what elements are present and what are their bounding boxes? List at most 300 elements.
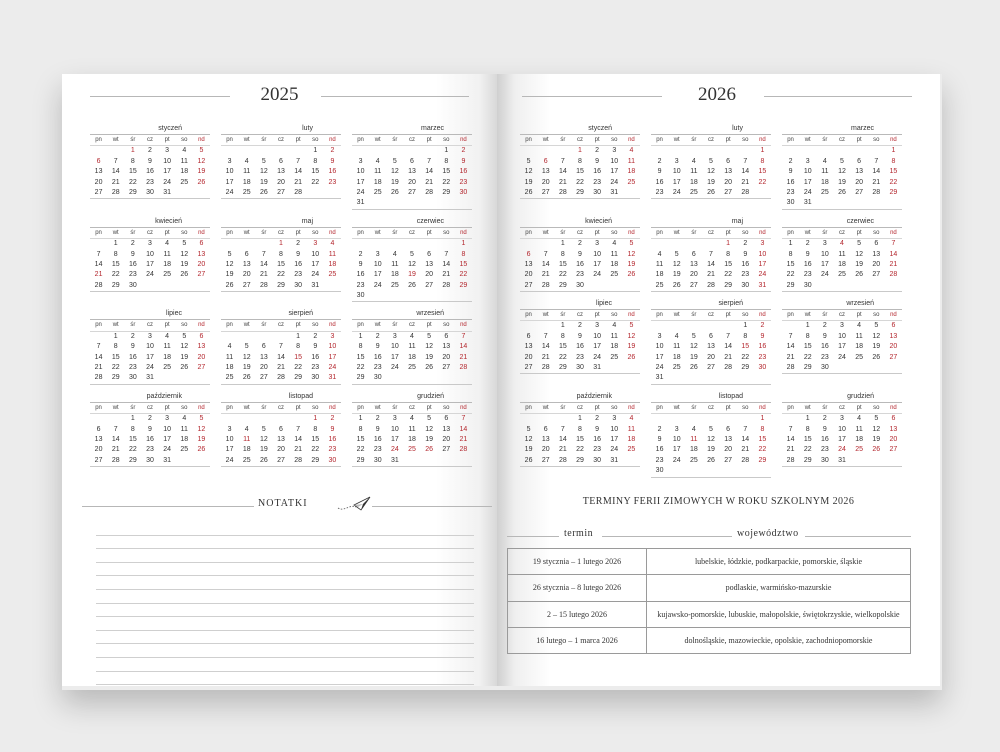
day-cell[interactable]: 19 — [838, 178, 846, 186]
day-cell[interactable]: 27 — [689, 281, 698, 289]
day-cell[interactable]: 28 — [111, 188, 120, 196]
day-cell[interactable]: 19 — [872, 435, 881, 443]
day-cell[interactable]: 24 — [758, 271, 767, 279]
day-cell[interactable]: 6 — [199, 240, 204, 248]
day-cell[interactable]: 27 — [724, 456, 733, 464]
day-cell[interactable]: 6 — [726, 425, 731, 433]
day-cell[interactable]: 30 — [576, 281, 584, 289]
day-cell[interactable]: 8 — [461, 250, 466, 258]
day-cell[interactable]: 12 — [259, 435, 268, 443]
day-cell[interactable]: 22 — [111, 271, 120, 279]
day-cell[interactable]: 5 — [410, 250, 414, 258]
day-cell[interactable]: 9 — [657, 168, 662, 176]
day-cell[interactable]: 8 — [726, 250, 731, 258]
day-cell[interactable]: 12 — [627, 250, 636, 258]
day-cell[interactable]: 17 — [328, 353, 337, 361]
day-cell[interactable]: 13 — [724, 168, 733, 176]
day-cell[interactable]: 16 — [786, 178, 795, 186]
day-cell[interactable]: 3 — [674, 425, 679, 433]
day-cell[interactable]: 13 — [689, 260, 698, 268]
day-cell[interactable]: 17 — [820, 260, 829, 268]
day-cell[interactable]: 9 — [788, 168, 793, 176]
day-cell[interactable]: 6 — [543, 157, 548, 165]
day-cell[interactable]: 2 — [578, 322, 582, 330]
day-cell[interactable]: 17 — [225, 178, 234, 186]
day-cell[interactable]: 16 — [741, 260, 750, 268]
day-cell[interactable]: 21 — [889, 260, 898, 268]
day-cell[interactable]: 8 — [130, 425, 135, 433]
day-cell[interactable]: 21 — [459, 353, 468, 361]
day-cell[interactable]: 14 — [707, 260, 715, 268]
day-cell[interactable]: 2 — [130, 332, 135, 340]
day-cell[interactable]: 1 — [313, 415, 318, 423]
day-cell[interactable]: 13 — [889, 332, 898, 340]
day-cell[interactable]: 1 — [743, 322, 748, 330]
day-cell[interactable]: 11 — [243, 435, 251, 443]
day-cell[interactable]: 31 — [593, 364, 602, 372]
day-cell[interactable]: 15 — [803, 343, 812, 351]
day-cell[interactable]: 6 — [261, 343, 266, 351]
day-cell[interactable]: 20 — [524, 271, 533, 279]
day-cell[interactable]: 21 — [425, 178, 434, 186]
day-cell[interactable]: 13 — [94, 168, 103, 176]
day-cell[interactable]: 1 — [461, 240, 466, 248]
day-cell[interactable]: 22 — [128, 446, 137, 454]
day-cell[interactable]: 31 — [655, 374, 664, 382]
day-cell[interactable]: 27 — [442, 364, 451, 372]
day-cell[interactable]: 6 — [874, 240, 879, 248]
day-cell[interactable]: 3 — [840, 322, 844, 330]
day-cell[interactable]: 29 — [356, 456, 365, 464]
day-cell[interactable]: 11 — [225, 353, 234, 361]
day-cell[interactable]: 28 — [294, 456, 303, 464]
day-cell[interactable]: 30 — [820, 364, 829, 372]
day-cell[interactable]: 26 — [689, 364, 698, 372]
day-cell[interactable]: 7 — [113, 425, 118, 433]
day-cell[interactable]: 20 — [541, 446, 550, 454]
day-cell[interactable]: 25 — [163, 364, 172, 372]
day-cell[interactable]: 19 — [259, 446, 268, 454]
day-cell[interactable]: 30 — [786, 199, 795, 207]
day-cell[interactable]: 6 — [709, 332, 713, 340]
day-cell[interactable]: 28 — [111, 456, 120, 464]
day-cell[interactable]: 22 — [758, 178, 767, 186]
day-cell[interactable]: 18 — [627, 435, 636, 443]
day-cell[interactable]: 31 — [610, 188, 619, 196]
day-cell[interactable]: 7 — [461, 332, 466, 340]
day-cell[interactable]: 1 — [130, 147, 135, 155]
day-cell[interactable]: 28 — [442, 281, 451, 289]
day-cell[interactable]: 28 — [541, 281, 550, 289]
day-cell[interactable]: 20 — [197, 353, 206, 361]
day-cell[interactable]: 6 — [279, 157, 283, 165]
day-cell[interactable]: 10 — [146, 250, 154, 258]
day-cell[interactable]: 25 — [408, 364, 416, 372]
day-cell[interactable]: 16 — [128, 260, 137, 268]
day-cell[interactable]: 24 — [356, 188, 365, 196]
day-cell[interactable]: 6 — [427, 250, 432, 258]
day-cell[interactable]: 23 — [593, 178, 602, 186]
day-cell[interactable]: 15 — [803, 435, 812, 443]
day-cell[interactable]: 24 — [163, 446, 172, 454]
day-cell[interactable]: 7 — [560, 157, 565, 165]
day-cell[interactable]: 5 — [227, 250, 232, 258]
day-cell[interactable]: 8 — [788, 250, 793, 258]
day-cell[interactable]: 26 — [524, 456, 533, 464]
day-cell[interactable]: 9 — [578, 250, 582, 258]
day-cell[interactable]: 15 — [758, 168, 767, 176]
day-cell[interactable]: 15 — [558, 343, 567, 351]
day-cell[interactable]: 12 — [707, 168, 715, 176]
day-cell[interactable]: 5 — [874, 322, 879, 330]
day-cell[interactable]: 26 — [225, 281, 234, 289]
day-cell[interactable]: 24 — [146, 271, 154, 279]
day-cell[interactable]: 21 — [294, 178, 303, 186]
day-cell[interactable]: 11 — [690, 168, 698, 176]
day-cell[interactable]: 7 — [96, 250, 101, 258]
day-cell[interactable]: 23 — [328, 178, 337, 186]
day-cell[interactable]: 27 — [724, 188, 733, 196]
day-cell[interactable]: 19 — [524, 446, 533, 454]
day-cell[interactable]: 4 — [612, 322, 617, 330]
day-cell[interactable]: 9 — [595, 425, 600, 433]
day-cell[interactable]: 23 — [655, 188, 664, 196]
day-cell[interactable]: 9 — [296, 250, 301, 258]
day-cell[interactable]: 10 — [838, 332, 846, 340]
day-cell[interactable]: 31 — [146, 374, 154, 382]
day-cell[interactable]: 18 — [373, 178, 382, 186]
day-cell[interactable]: 1 — [726, 240, 731, 248]
day-cell[interactable]: 19 — [672, 271, 681, 279]
day-cell[interactable]: 25 — [838, 271, 846, 279]
day-cell[interactable]: 16 — [803, 260, 812, 268]
day-cell[interactable]: 3 — [165, 415, 170, 423]
day-cell[interactable]: 30 — [356, 292, 365, 300]
day-cell[interactable]: 12 — [872, 332, 881, 340]
day-cell[interactable]: 12 — [672, 260, 681, 268]
day-cell[interactable]: 13 — [442, 425, 451, 433]
day-cell[interactable]: 24 — [225, 188, 234, 196]
day-cell[interactable]: 22 — [786, 271, 795, 279]
day-cell[interactable]: 30 — [820, 456, 829, 464]
day-cell[interactable]: 16 — [576, 343, 584, 351]
day-cell[interactable]: 8 — [560, 250, 565, 258]
day-cell[interactable]: 25 — [242, 456, 251, 464]
day-cell[interactable]: 13 — [541, 168, 550, 176]
day-cell[interactable]: 4 — [612, 240, 617, 248]
day-cell[interactable]: 22 — [277, 271, 285, 279]
day-cell[interactable]: 29 — [442, 188, 451, 196]
day-cell[interactable]: 27 — [872, 271, 881, 279]
day-cell[interactable]: 29 — [128, 188, 137, 196]
day-cell[interactable]: 22 — [889, 178, 898, 186]
day-cell[interactable]: 7 — [874, 157, 879, 165]
day-cell[interactable]: 13 — [524, 343, 533, 351]
day-cell[interactable]: 29 — [311, 456, 320, 464]
day-cell[interactable]: 19 — [197, 168, 206, 176]
day-cell[interactable]: 14 — [889, 250, 898, 258]
day-cell[interactable]: 13 — [242, 260, 251, 268]
day-cell[interactable]: 28 — [741, 188, 750, 196]
day-cell[interactable]: 3 — [375, 250, 380, 258]
day-cell[interactable]: 5 — [526, 157, 531, 165]
day-cell[interactable]: 21 — [111, 446, 120, 454]
day-cell[interactable]: 21 — [558, 446, 567, 454]
day-cell[interactable]: 17 — [655, 353, 664, 361]
day-cell[interactable]: 8 — [358, 343, 363, 351]
day-cell[interactable]: 31 — [356, 199, 365, 207]
day-cell[interactable]: 9 — [148, 157, 152, 165]
day-cell[interactable]: 9 — [313, 343, 318, 351]
day-cell[interactable]: 20 — [541, 178, 550, 186]
day-cell[interactable]: 1 — [113, 332, 118, 340]
day-cell[interactable]: 26 — [259, 188, 268, 196]
day-cell[interactable]: 18 — [689, 178, 698, 186]
day-cell[interactable]: 17 — [163, 168, 172, 176]
day-cell[interactable]: 20 — [855, 178, 864, 186]
day-cell[interactable]: 29 — [758, 456, 767, 464]
day-cell[interactable]: 26 — [524, 188, 533, 196]
day-cell[interactable]: 2 — [595, 147, 600, 155]
day-cell[interactable]: 30 — [803, 281, 812, 289]
day-cell[interactable]: 7 — [543, 332, 548, 340]
day-cell[interactable]: 16 — [294, 260, 303, 268]
day-cell[interactable]: 4 — [244, 425, 249, 433]
day-cell[interactable]: 21 — [786, 353, 795, 361]
day-cell[interactable]: 22 — [294, 364, 303, 372]
day-cell[interactable]: 17 — [311, 260, 320, 268]
day-cell[interactable]: 10 — [672, 168, 681, 176]
day-cell[interactable]: 30 — [146, 456, 154, 464]
day-cell[interactable]: 9 — [330, 157, 335, 165]
day-cell[interactable]: 11 — [855, 332, 863, 340]
day-cell[interactable]: 8 — [560, 332, 565, 340]
day-cell[interactable]: 12 — [627, 332, 636, 340]
day-cell[interactable]: 31 — [390, 456, 399, 464]
day-cell[interactable]: 26 — [627, 271, 636, 279]
day-cell[interactable]: 20 — [707, 353, 715, 361]
day-cell[interactable]: 5 — [709, 157, 713, 165]
day-cell[interactable]: 25 — [610, 353, 619, 361]
day-cell[interactable]: 14 — [294, 168, 303, 176]
day-cell[interactable]: 18 — [655, 271, 664, 279]
day-cell[interactable]: 14 — [442, 260, 451, 268]
day-cell[interactable]: 10 — [593, 250, 602, 258]
day-cell[interactable]: 11 — [655, 260, 664, 268]
day-cell[interactable]: 7 — [543, 250, 548, 258]
day-cell[interactable]: 31 — [838, 456, 846, 464]
day-cell[interactable]: 12 — [855, 250, 864, 258]
day-cell[interactable]: 22 — [803, 446, 812, 454]
day-cell[interactable]: 14 — [724, 343, 733, 351]
day-cell[interactable]: 14 — [111, 168, 120, 176]
day-cell[interactable]: 10 — [672, 435, 681, 443]
day-cell[interactable]: 10 — [373, 260, 382, 268]
day-cell[interactable]: 27 — [94, 456, 103, 464]
day-cell[interactable]: 3 — [392, 415, 397, 423]
day-cell[interactable]: 26 — [197, 446, 206, 454]
day-cell[interactable]: 16 — [820, 343, 829, 351]
day-cell[interactable]: 20 — [94, 446, 103, 454]
day-cell[interactable]: 28 — [889, 271, 898, 279]
day-cell[interactable]: 20 — [724, 446, 733, 454]
day-cell[interactable]: 20 — [94, 178, 103, 186]
day-cell[interactable]: 8 — [313, 157, 318, 165]
day-cell[interactable]: 12 — [838, 168, 846, 176]
day-cell[interactable]: 14 — [741, 168, 750, 176]
day-cell[interactable]: 28 — [558, 188, 567, 196]
day-cell[interactable]: 18 — [855, 435, 864, 443]
day-cell[interactable]: 27 — [524, 281, 533, 289]
day-cell[interactable]: 13 — [259, 353, 268, 361]
day-cell[interactable]: 11 — [627, 157, 636, 165]
day-cell[interactable]: 19 — [408, 271, 416, 279]
day-cell[interactable]: 8 — [113, 343, 118, 351]
day-cell[interactable]: 23 — [593, 446, 602, 454]
day-cell[interactable]: 9 — [358, 260, 363, 268]
day-cell[interactable]: 11 — [163, 343, 171, 351]
day-cell[interactable]: 4 — [629, 147, 634, 155]
day-cell[interactable]: 23 — [786, 188, 795, 196]
day-cell[interactable]: 8 — [279, 250, 283, 258]
day-cell[interactable]: 9 — [657, 435, 662, 443]
day-cell[interactable]: 29 — [111, 374, 120, 382]
day-cell[interactable]: 20 — [242, 271, 251, 279]
day-cell[interactable]: 18 — [855, 343, 864, 351]
day-cell[interactable]: 21 — [707, 271, 715, 279]
day-cell[interactable]: 29 — [558, 364, 567, 372]
day-cell[interactable]: 3 — [227, 425, 232, 433]
day-cell[interactable]: 25 — [180, 178, 189, 186]
day-cell[interactable]: 3 — [805, 157, 810, 165]
day-cell[interactable]: 23 — [758, 353, 767, 361]
day-cell[interactable]: 30 — [328, 456, 337, 464]
day-cell[interactable]: 10 — [820, 250, 829, 258]
day-cell[interactable]: 22 — [459, 271, 468, 279]
day-cell[interactable]: 29 — [803, 364, 812, 372]
day-cell[interactable]: 20 — [408, 178, 416, 186]
day-cell[interactable]: 18 — [610, 260, 619, 268]
day-cell[interactable]: 2 — [296, 240, 301, 248]
day-cell[interactable]: 19 — [425, 435, 434, 443]
day-cell[interactable]: 15 — [558, 260, 567, 268]
day-cell[interactable]: 7 — [560, 425, 565, 433]
day-cell[interactable]: 20 — [524, 353, 533, 361]
day-cell[interactable]: 25 — [163, 271, 172, 279]
day-cell[interactable]: 19 — [627, 343, 636, 351]
day-cell[interactable]: 29 — [786, 281, 795, 289]
day-cell[interactable]: 3 — [612, 415, 617, 423]
day-cell[interactable]: 24 — [838, 446, 846, 454]
day-cell[interactable]: 30 — [758, 364, 767, 372]
day-cell[interactable]: 8 — [891, 157, 896, 165]
day-cell[interactable]: 15 — [277, 260, 285, 268]
day-cell[interactable]: 16 — [373, 435, 382, 443]
day-cell[interactable]: 1 — [313, 147, 318, 155]
day-cell[interactable]: 4 — [629, 415, 634, 423]
day-cell[interactable]: 9 — [743, 250, 748, 258]
day-cell[interactable]: 28 — [425, 188, 434, 196]
day-cell[interactable]: 18 — [163, 260, 172, 268]
day-cell[interactable]: 18 — [225, 364, 234, 372]
day-cell[interactable]: 3 — [674, 157, 679, 165]
day-cell[interactable]: 30 — [128, 281, 137, 289]
day-cell[interactable]: 20 — [197, 260, 206, 268]
day-cell[interactable]: 14 — [294, 435, 303, 443]
day-cell[interactable]: 11 — [627, 425, 636, 433]
day-cell[interactable]: 19 — [425, 353, 434, 361]
day-cell[interactable]: 8 — [760, 157, 765, 165]
day-cell[interactable]: 15 — [111, 260, 120, 268]
day-cell[interactable]: 21 — [724, 353, 733, 361]
day-cell[interactable]: 3 — [148, 240, 152, 248]
day-cell[interactable]: 8 — [296, 343, 301, 351]
day-cell[interactable]: 8 — [130, 157, 135, 165]
day-cell[interactable]: 27 — [541, 456, 550, 464]
day-cell[interactable]: 5 — [629, 240, 634, 248]
day-cell[interactable]: 17 — [373, 271, 382, 279]
day-cell[interactable]: 2 — [595, 415, 600, 423]
day-cell[interactable]: 16 — [373, 353, 382, 361]
day-cell[interactable]: 13 — [277, 168, 285, 176]
day-cell[interactable]: 9 — [760, 332, 765, 340]
day-cell[interactable]: 5 — [261, 157, 266, 165]
day-cell[interactable]: 6 — [410, 157, 414, 165]
day-cell[interactable]: 22 — [741, 353, 750, 361]
day-cell[interactable]: 12 — [390, 168, 399, 176]
day-cell[interactable]: 26 — [180, 364, 189, 372]
day-cell[interactable]: 6 — [444, 332, 449, 340]
day-cell[interactable]: 21 — [94, 271, 103, 279]
day-cell[interactable]: 12 — [524, 435, 533, 443]
day-cell[interactable]: 4 — [822, 157, 827, 165]
day-cell[interactable]: 8 — [113, 250, 118, 258]
day-cell[interactable]: 27 — [442, 446, 451, 454]
day-cell[interactable]: 14 — [541, 343, 550, 351]
day-cell[interactable]: 2 — [330, 147, 335, 155]
day-cell[interactable]: 14 — [786, 435, 795, 443]
day-cell[interactable]: 21 — [741, 446, 750, 454]
day-cell[interactable]: 7 — [296, 157, 301, 165]
day-cell[interactable]: 11 — [838, 250, 846, 258]
day-cell[interactable]: 13 — [707, 343, 715, 351]
day-cell[interactable]: 20 — [724, 178, 733, 186]
day-cell[interactable]: 14 — [425, 168, 434, 176]
day-cell[interactable]: 17 — [593, 260, 602, 268]
day-cell[interactable]: 20 — [872, 260, 881, 268]
day-cell[interactable]: 5 — [392, 157, 397, 165]
day-cell[interactable]: 12 — [259, 168, 268, 176]
day-cell[interactable]: 15 — [741, 343, 750, 351]
day-cell[interactable]: 2 — [805, 240, 810, 248]
day-cell[interactable]: 13 — [277, 435, 285, 443]
day-cell[interactable]: 14 — [541, 260, 550, 268]
day-cell[interactable]: 23 — [146, 446, 154, 454]
day-cell[interactable]: 18 — [610, 343, 619, 351]
day-cell[interactable]: 9 — [461, 157, 466, 165]
day-cell[interactable]: 21 — [541, 271, 550, 279]
day-cell[interactable]: 6 — [244, 250, 249, 258]
day-cell[interactable]: 12 — [707, 435, 715, 443]
day-cell[interactable]: 8 — [313, 425, 318, 433]
day-cell[interactable]: 26 — [707, 456, 715, 464]
day-cell[interactable]: 14 — [459, 425, 468, 433]
day-cell[interactable]: 24 — [838, 353, 846, 361]
day-cell[interactable]: 12 — [242, 353, 251, 361]
day-cell[interactable]: 26 — [197, 178, 206, 186]
day-cell[interactable]: 7 — [279, 343, 283, 351]
day-cell[interactable]: 17 — [672, 446, 681, 454]
